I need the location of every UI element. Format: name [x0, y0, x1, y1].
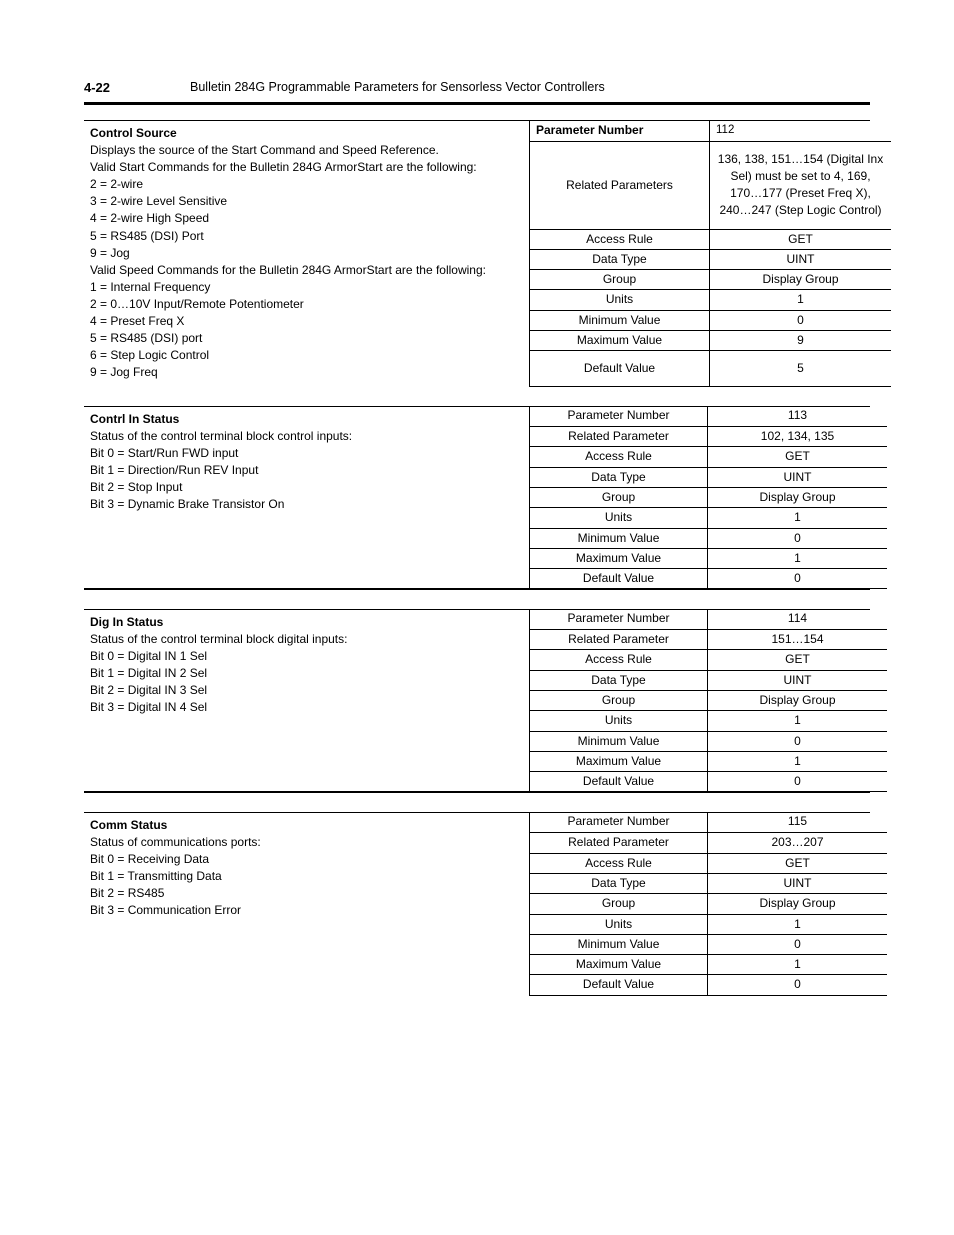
param-label: Related Parameters [530, 141, 710, 229]
param-label: Default Value [530, 771, 708, 791]
param-table [529, 406, 887, 589]
table-row [530, 710, 888, 731]
table-row [530, 751, 888, 771]
param-value: Display Group [708, 690, 888, 710]
param-label: Related Parameter [530, 832, 708, 853]
table-row [530, 812, 888, 832]
desc-line: Status of communications ports: [90, 835, 261, 850]
desc-line: Bit 0 = Start/Run FWD input [90, 446, 239, 461]
desc-line: Status of the control terminal block digital inputs: [90, 632, 348, 647]
desc-line: Bit 2 = Digital IN 3 Sel [90, 683, 208, 698]
block-bottom-rule [84, 588, 870, 590]
param-value: 5 [710, 350, 892, 386]
desc-line: 3 = 2-wire Level Sensitive [90, 194, 228, 209]
param-value: 113 [708, 406, 888, 426]
table-row [530, 229, 892, 249]
param-value: 0 [708, 528, 888, 548]
param-value: GET [708, 649, 888, 670]
param-label: Maximum Value [530, 954, 708, 974]
desc-line: 4 = 2-wire High Speed [90, 211, 210, 226]
table-row [530, 649, 888, 670]
desc-line: 1 = Internal Frequency [90, 279, 211, 294]
param-label: Units [530, 289, 710, 310]
param-value: 1 [708, 751, 888, 771]
param-label: Data Type [530, 670, 708, 690]
param-label: Units [530, 507, 708, 528]
param-value: 1 [708, 507, 888, 528]
param-value: 1 [708, 710, 888, 731]
param-value: 1 [710, 289, 892, 310]
param-value: 0 [708, 771, 888, 791]
desc-line: Bit 1 = Transmitting Data [90, 869, 222, 884]
table-row [530, 832, 888, 853]
table-row [530, 426, 888, 446]
table-row [530, 350, 892, 386]
page-header [84, 80, 870, 102]
param-value: 151…154 [708, 629, 888, 649]
table-row [530, 446, 888, 467]
param-table [529, 812, 887, 996]
desc-line: Bit 0 = Receiving Data [90, 852, 210, 867]
table-row [530, 609, 888, 629]
desc-line: 5 = RS485 (DSI) port [90, 331, 203, 346]
param-description [84, 814, 529, 923]
desc-line: Bit 1 = Direction/Run REV Input [90, 463, 259, 478]
param-label: Data Type [530, 467, 708, 487]
table-row [530, 934, 888, 954]
table-row [530, 310, 892, 330]
table-row [530, 548, 888, 568]
param-name: Control Source [90, 126, 177, 140]
param-label: Maximum Value [530, 330, 710, 350]
table-row [530, 690, 888, 710]
desc-line: 2 = 0…10V Input/Remote Potentiometer [90, 296, 304, 311]
param-label: Access Rule [530, 229, 710, 249]
param-value: GET [708, 446, 888, 467]
param-value: 115 [708, 812, 888, 832]
table-row [530, 954, 888, 974]
param-description [84, 611, 529, 720]
param-block-comm-status [84, 812, 870, 997]
param-value: 203…207 [708, 832, 888, 853]
desc-line: Valid Speed Commands for the Bulletin 284G ArmorStart are the following: [90, 262, 486, 277]
page-title: Bulletin 284G Programmable Parameters for Sensorless Vector Controllers [190, 80, 605, 94]
param-label: Units [530, 914, 708, 934]
param-value: 0 [708, 568, 888, 588]
table-row [530, 249, 892, 269]
param-label: Minimum Value [530, 934, 708, 954]
table-row [530, 629, 888, 649]
param-value: UINT [708, 467, 888, 487]
param-label: Access Rule [530, 649, 708, 670]
table-row [530, 974, 888, 995]
desc-line: Bit 1 = Digital IN 2 Sel [90, 666, 208, 681]
desc-line: Status of the control terminal block control inputs: [90, 429, 353, 444]
param-label: Data Type [530, 873, 708, 893]
table-row [530, 120, 892, 141]
table-row [530, 873, 888, 893]
param-label: Maximum Value [530, 751, 708, 771]
param-value: 0 [708, 731, 888, 751]
param-block-contrl-in-status [84, 406, 870, 591]
table-row [530, 528, 888, 548]
param-label: Group [530, 487, 708, 507]
param-description [84, 122, 529, 384]
param-name: Contrl In Status [90, 412, 180, 426]
param-value: UINT [710, 249, 892, 269]
desc-line: 2 = 2-wire [90, 177, 144, 192]
desc-line: Valid Start Commands for the Bulletin 284G ArmorStart are the following: [90, 160, 477, 175]
param-value: GET [710, 229, 892, 249]
param-block-dig-in-status [84, 609, 870, 794]
table-row [530, 507, 888, 528]
param-value: 136, 138, 151…154 (Digital Inx Sel) must be set to 4, 169, 170…177 (Preset Freq X), 240…247 (Step Logic Control) [710, 141, 892, 229]
param-value: 112 [710, 120, 892, 141]
header-rule [84, 102, 870, 105]
desc-line: Bit 0 = Digital IN 1 Sel [90, 649, 208, 664]
page-number: 4-22 [84, 80, 111, 95]
desc-line: Bit 3 = Communication Error [90, 903, 242, 918]
desc-line: Bit 2 = RS485 [90, 886, 165, 901]
param-value: 0 [708, 974, 888, 995]
param-label: Group [530, 893, 708, 914]
table-row [530, 914, 888, 934]
param-table [529, 120, 891, 387]
param-value: GET [708, 853, 888, 873]
param-label: Default Value [530, 568, 708, 588]
desc-line: 4 = Preset Freq X [90, 314, 185, 329]
table-row [530, 670, 888, 690]
param-label: Parameter Number [530, 609, 708, 629]
table-row [530, 771, 888, 791]
table-row [530, 330, 892, 350]
param-value: Display Group [708, 487, 888, 507]
param-value: 114 [708, 609, 888, 629]
param-value: UINT [708, 670, 888, 690]
param-label: Access Rule [530, 853, 708, 873]
param-description [84, 408, 529, 517]
param-value: 0 [708, 934, 888, 954]
param-label: Units [530, 710, 708, 731]
param-label: Maximum Value [530, 548, 708, 568]
desc-line: Bit 2 = Stop Input [90, 480, 183, 495]
param-value: Display Group [708, 893, 888, 914]
param-value: 102, 134, 135 [708, 426, 888, 446]
param-label: Minimum Value [530, 528, 708, 548]
param-value: 1 [708, 954, 888, 974]
param-label: Data Type [530, 249, 710, 269]
param-table [529, 609, 887, 792]
desc-line: Displays the source of the Start Command and Speed Reference. [90, 143, 439, 158]
table-row [530, 269, 892, 289]
param-label: Parameter Number [530, 406, 708, 426]
table-row [530, 853, 888, 873]
desc-line: Bit 3 = Dynamic Brake Transistor On [90, 497, 285, 512]
param-label: Minimum Value [530, 731, 708, 751]
param-value: 1 [708, 914, 888, 934]
param-value: Display Group [710, 269, 892, 289]
param-value: 0 [710, 310, 892, 330]
desc-line: 9 = Jog Freq [90, 365, 158, 380]
table-row [530, 141, 892, 229]
desc-line: 9 = Jog [90, 245, 130, 260]
param-block-control-source [84, 120, 884, 388]
param-name: Comm Status [90, 818, 168, 832]
param-label: Default Value [530, 350, 710, 386]
table-row [530, 731, 888, 751]
param-label: Parameter Number [530, 812, 708, 832]
desc-line: 6 = Step Logic Control [90, 348, 210, 363]
param-label: Parameter Number [530, 120, 710, 141]
param-label: Group [530, 690, 708, 710]
param-label: Related Parameter [530, 426, 708, 446]
param-label: Group [530, 269, 710, 289]
table-row [530, 568, 888, 588]
param-value: 1 [708, 548, 888, 568]
desc-line: 5 = RS485 (DSI) Port [90, 228, 204, 243]
param-label: Minimum Value [530, 310, 710, 330]
param-value: 9 [710, 330, 892, 350]
table-row [530, 467, 888, 487]
param-name: Dig In Status [90, 615, 164, 629]
table-row [530, 893, 888, 914]
param-label: Default Value [530, 974, 708, 995]
table-row [530, 406, 888, 426]
table-row [530, 289, 892, 310]
desc-line: Bit 3 = Digital IN 4 Sel [90, 700, 208, 715]
table-row [530, 487, 888, 507]
param-label: Related Parameter [530, 629, 708, 649]
param-value: UINT [708, 873, 888, 893]
block-bottom-rule [84, 791, 870, 793]
param-label: Access Rule [530, 446, 708, 467]
